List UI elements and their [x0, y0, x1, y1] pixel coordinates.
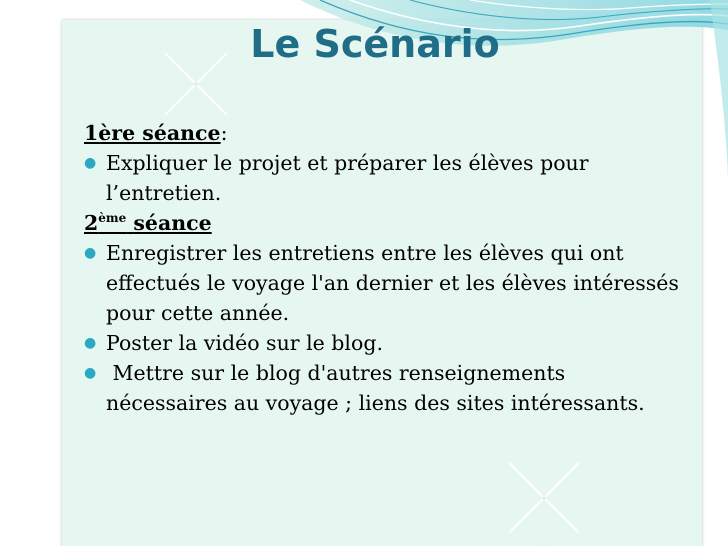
list-item-text: Expliquer le projet et préparer les élèves pour l’entretien.: [106, 151, 589, 205]
filled-circle-icon: ●: [84, 155, 97, 171]
section-heading-2-label: [84, 211, 212, 235]
slide-title-text: Le Scénario: [250, 22, 500, 66]
filled-circle-icon: ●: [84, 245, 97, 261]
section-2-list: [84, 238, 684, 418]
section-heading-2-word: séance: [133, 211, 212, 235]
list-item: [84, 328, 684, 358]
list-item-text: Poster la vidéo sur le blog.: [106, 331, 383, 355]
list-item-text: Enregistrer les entretiens entre les élèves qui ont effectués le voyage l'an dernier et les élèves intéressés pour cette année.: [106, 241, 679, 325]
list-item: [84, 238, 684, 328]
section-heading-1-label: 1ère séance: [84, 121, 221, 145]
list-item: [84, 148, 684, 208]
section-heading-2: [84, 208, 684, 238]
list-item-text: Mettre sur le blog d'autres renseignements nécessaires au voyage ; liens des sites intéressants.: [106, 361, 645, 415]
sparkle-star-bottom: [494, 440, 596, 546]
list-item: [84, 358, 684, 418]
section-heading-1-colon: :: [220, 121, 228, 145]
filled-circle-icon: ●: [84, 365, 97, 381]
slide-title: [0, 22, 728, 66]
section-heading-2-superscript: ème: [98, 211, 127, 225]
section-heading-2-number: 2: [84, 211, 99, 235]
slide-content: [84, 118, 684, 418]
section-heading-1: [84, 118, 684, 148]
section-1-list: [84, 148, 684, 208]
filled-circle-icon: ●: [84, 335, 97, 351]
